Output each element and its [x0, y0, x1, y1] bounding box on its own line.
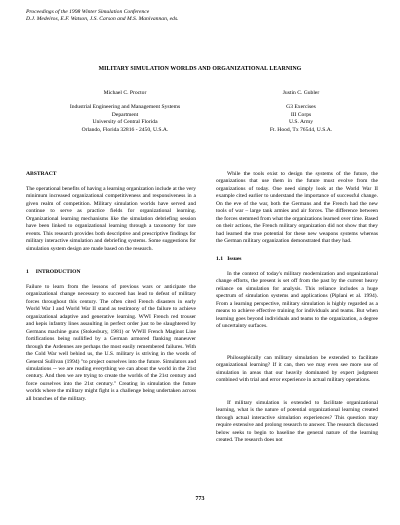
- author-name: Michael C. Proctor: [103, 90, 147, 96]
- right-column-paragraph-2: In the context of today's military modernization and organizational change efforts, the present is set off from the past by the current heavy reliance on simulation for analysis. This reliance includes a huge spectrum of simulation systems and applications (Piplani et al. 1994). From a learning perspective, military simulation is highly regarded as a means to achieve effective training for individuals and teams. But when learning goes beyond individuals and teams to the organization, a degree of uncertainty surfaces.: [216, 271, 378, 330]
- abstract-text: The operational benefits of having a learning organization include at the very minimum increased organizational competitiveness and responsiveness in a given realm of competition. Military simulation worlds have served and continue to serve as practice fields for organizational learning. Organizational learning mechanisms like the simulation debriefing session have been linked to organizational learning through a taxonomy for rare events. This research provides both descriptive and prescriptive findings for military interactive simulation and debriefing systems. Some suggestions for simulation system design are made based on the research.: [26, 186, 196, 252]
- author-affiliation-line: Orlando, Florida 32816 - 2450, U.S.A.: [81, 126, 169, 133]
- proceedings-header: [26, 9, 179, 23]
- right-column-paragraph-1: While the tools exist to design the systems of the future, the organizations that use them in the future must evolve from the organizations of today. One need simply look at the World War II example cited earlier to understand the importance of successful change. On the eve of the war, both the Germans and the French had the new tools of war – large tank armies and air forces. The difference between the forces stemmed from what the organizations learned over time. Based on their actions, the French military organization did not show that they had learned the true potential for these new weapons systems whereas the German military organization demonstrated that they had.: [216, 171, 378, 245]
- author-affiliation-line: III Corps: [290, 111, 312, 118]
- author-affiliation-line: University of Central Florida: [92, 119, 158, 126]
- author-affiliation-line: Ft. Hood, Tx 76544, U.S.A.: [269, 126, 333, 133]
- page-number: 773: [195, 496, 205, 502]
- author-affiliation-line: U.S. Army: [288, 119, 314, 126]
- author-block-1: [40, 90, 210, 134]
- issues-heading: 1.1 Issues: [216, 256, 242, 262]
- proceedings-title: Proceedings of the 1998 Winter Simulation Conference: [26, 9, 150, 15]
- paper-title: MILITARY SIMULATION WORLDS AND ORGANIZATIONAL LEARNING: [98, 66, 302, 72]
- proceedings-editors: D.J. Medeiros, E.F. Watson, J.S. Carson and M.S. Manivannan, eds.: [26, 16, 179, 23]
- right-column-paragraph-3: Philosophically can military simulation be extended to facilitate organizational learning? If it can, then we may even see more use of simulation in areas that our heavily dominated by expert judgment combined with trial and error experience in actual military operations.: [216, 355, 378, 384]
- author-block-2: [226, 90, 376, 134]
- right-column-paragraph-4: If military simulation is extended to facilitate organizational learning, what is the nature of potential organizational learning created through actual interactive simulation experiences? This question may require extensive and prolong research to answer. The research discussed below seeks to begin to baseline the general nature of the learning created. The research does not: [216, 400, 378, 444]
- abstract-heading: ABSTRACT: [26, 171, 57, 177]
- author-affiliation-line: G3 Exercises: [286, 104, 316, 111]
- author-affiliation-line: Department: [111, 111, 139, 118]
- author-name: Justin C. Gubler: [282, 90, 320, 96]
- introduction-text: Failure to learn from the lessons of previous wars or anticipate the organizational change necessary to succeed has lead to defeat of military forces throughout this century. The often cited French disasters in early World War I and World War II stand as testimony of the failure to achieve organizational adaptive and generative learning. WWI French red trouser and kepis infantry lines assaulting in perfect order just to be slaughtered by Germans machine guns (Stokesbury, 1981) or WWII French Maginot Line fortifications being nullified by a German armored flanking maneuver through the Ardennes are perhaps the most easily remembered failures. With the Cold War well behind us, the U.S. military is striving in the words of General Sullivan (1994) "to project ourselves into the future. Simulators and simulations -- we are reading everything we can about the world in the 21st century. And then we are trying to create the worlds of the 21st century and force ourselves into the 21st century." Creating in simulation the future worlds where the military might fight is a challenge being undertaken across all branches of the military.: [26, 284, 196, 402]
- introduction-heading: 1 INTRODUCTION: [26, 269, 81, 275]
- author-affiliation-line: Industrial Engineering and Management Systems: [69, 104, 181, 111]
